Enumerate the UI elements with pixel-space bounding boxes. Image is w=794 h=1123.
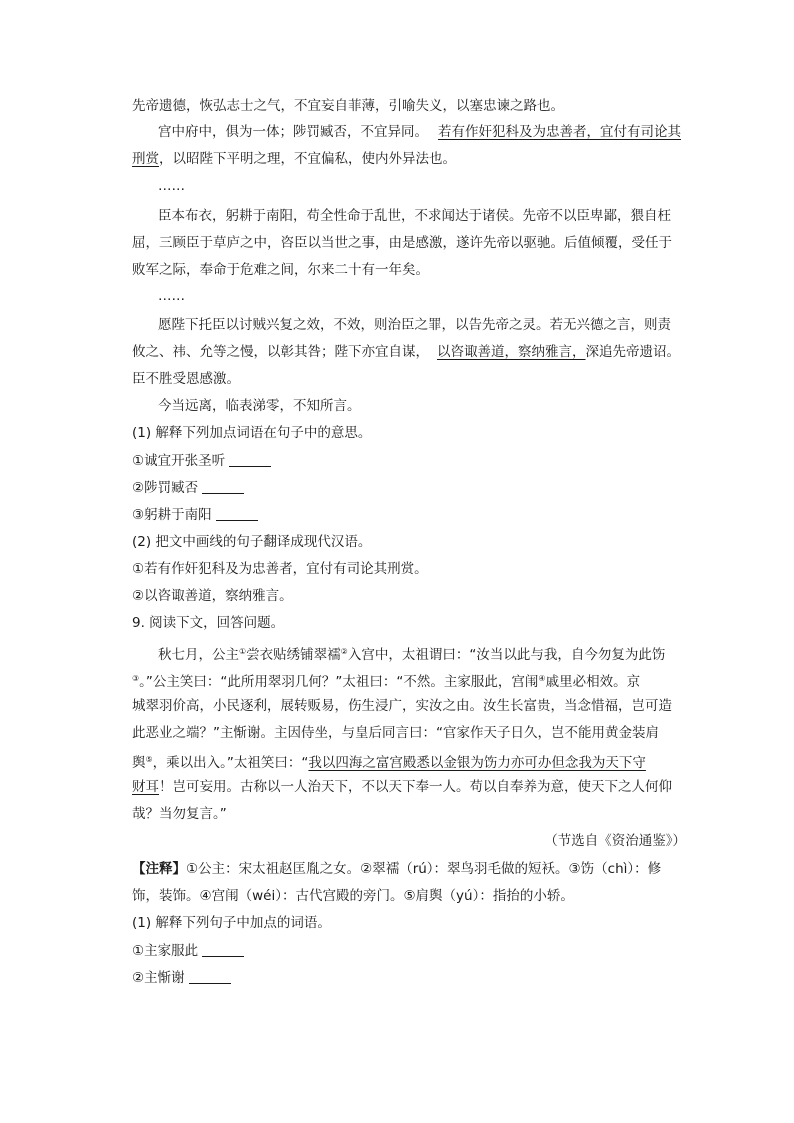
footnote-marker: ② bbox=[340, 647, 348, 656]
answer-blank[interactable] bbox=[229, 454, 271, 467]
underlined-sentence: 刑赏 bbox=[132, 151, 159, 167]
footnote-marker: ⑤ bbox=[145, 755, 153, 764]
text-line: 城翠羽价高，小民逐利，展转贩易，伤生浸广，实汝之由。汝生长富贵，当念惜福，岂可造 bbox=[132, 698, 672, 714]
question-item: ③躬耕于南阳 bbox=[132, 504, 698, 526]
answer-blank[interactable] bbox=[189, 971, 231, 984]
text-line: 先帝遗德，恢弘志士之气，不宜妄自菲薄，引喻失义，以塞忠谏之路也。 bbox=[132, 98, 564, 114]
text-line: 刑赏，以昭陛下平明之理，不宜偏私，使内外异法也。 bbox=[132, 151, 456, 167]
underlined-sentence: 以咨诹善道，察纳雅言， bbox=[437, 344, 586, 360]
text-line: 宫中府中，俱为一体；陟罚臧否，不宜异同。 若有作奸犯科及为忠善者，宜付有司论其 bbox=[158, 124, 681, 140]
text-line: 今当远离，临表涕零，不知所言。 bbox=[158, 398, 361, 414]
footnote-marker: ④ bbox=[538, 674, 546, 683]
text-line: 臣不胜受恩感激。 bbox=[132, 371, 240, 387]
underlined-sentence: 若有作奸犯科及为忠善者，宜付有司论其 bbox=[438, 124, 681, 140]
text-line: 秋七月，公主①尝衣贴绣铺翠襦②入宫中，太祖谓曰：“汝当以此与我，自今勿复为此饬 bbox=[158, 647, 666, 663]
question-prompt: (2) 把文中画线的句子翻译成现代汉语。 bbox=[132, 534, 372, 550]
annotation-note: 饰，装饰。④宫闱（wéi）：古代宫殿的旁门。⑤肩舆（yú）：指抬的小轿。 bbox=[132, 888, 574, 904]
text-line: 攸之、祎、允等之慢，以彰其咎；陛下亦宜自谋， 以咨诹善道，察纳雅言，深追先帝遗诏。 bbox=[132, 344, 680, 360]
question-prompt: (1) 解释下列加点词语在句子中的意思。 bbox=[132, 425, 372, 441]
question-item: ②主惭谢 bbox=[132, 967, 698, 989]
question-item: ②陟罚臧否 bbox=[132, 477, 698, 499]
text-line: ③。”公主笑曰：“此所用翠羽几何？”太祖曰：“不然。主家服此，宫闱④戚里必相效。京 bbox=[132, 674, 641, 690]
text-line: 愿陛下托臣以讨贼兴复之效，不效，则治臣之罪，以告先帝之灵。若无兴德之言，则责 bbox=[158, 317, 671, 333]
text-line: 臣本布衣，躬耕于南阳，苟全性命于乱世，不求闻达于诸侯。先帝不以臣卑鄙，猥自枉 bbox=[158, 208, 671, 224]
question-item: ①若有作奸犯科及为忠善者，宜付有司论其刑赏。 bbox=[132, 561, 428, 577]
question-item: ②以咨诹善道，察纳雅言。 bbox=[132, 588, 293, 604]
footnote-marker: ① bbox=[239, 647, 247, 656]
underlined-sentence: 财耳 bbox=[132, 779, 159, 795]
footnote-marker: ③ bbox=[132, 674, 140, 683]
answer-blank[interactable] bbox=[216, 508, 258, 521]
text-line: 财耳！岂可妄用。古称以一人治天下，不以天下奉一人。苟以自奉养为意，使天下之人何仰 bbox=[132, 779, 672, 795]
answer-blank[interactable] bbox=[202, 481, 244, 494]
text-line: 此恶业之端？”主惭谢。主因侍坐，与皇后同言曰：“官家作天子日久，岂不能用黄金装肩 bbox=[132, 725, 659, 741]
question-item: ①诚宜开张圣听 bbox=[132, 450, 698, 472]
question-heading: 9. 阅读下文，回答问题。 bbox=[132, 615, 285, 631]
text-line: 屈，三顾臣于草庐之中，咨臣以当世之事，由是感激，遂许先帝以驱驰。后值倾覆，受任于 bbox=[132, 235, 672, 251]
underlined-sentence: 我以四海之富宫殿悉以金银为饬力亦可办但念我为天下守 bbox=[308, 755, 646, 771]
answer-blank[interactable] bbox=[202, 944, 244, 957]
text-line: 舆⑤，乘以出入。”太祖笑曰：“我以四海之富宫殿悉以金银为饬力亦可办但念我为天下守 bbox=[132, 755, 646, 771]
text-line: 败军之际，奉命于危难之间，尔来二十有一年矣。 bbox=[132, 262, 429, 278]
annotation-note: 【注释】①公主：宋太祖赵匡胤之女。②翠襦（rú）：翠鸟羽毛做的短袄。③饬（chì）：修 bbox=[132, 861, 662, 877]
source-citation: （节选自《资治通鉴》） bbox=[544, 833, 686, 849]
question-item: ①主家服此 bbox=[132, 940, 698, 962]
ellipsis: …… bbox=[158, 288, 185, 304]
ellipsis: …… bbox=[158, 178, 185, 194]
question-prompt: (1) 解释下列句子中加点的词语。 bbox=[132, 915, 331, 931]
text-line: 哉？当勿复言。” bbox=[132, 806, 227, 822]
